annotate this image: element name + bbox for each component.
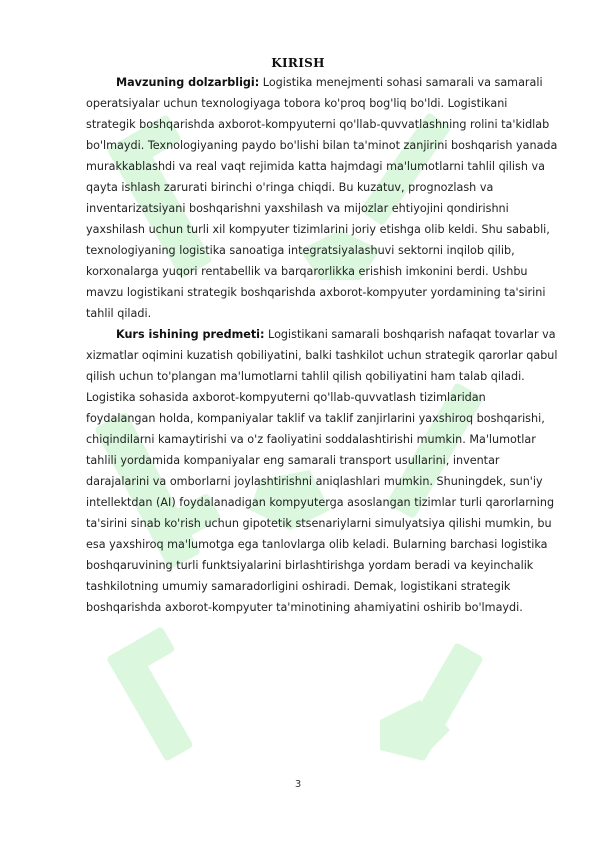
paragraph-text-subject: Logistikani samarali boshqarish nafaqat tovarlar va xizmatlar oqimini kuzatish qobiliyatini, balki tashkilot uchun strategik qarorlar qabul qilish uchun to'plangan ma'lumotlarni tahlil qilish qobiliyatini ham talab qiladi. Logistika sohasida axborot-kompyuterni qo'llab-quvvatlash tizimlaridan foydalangan holda, kompaniyalar taklif va taklif zanjirlarini yaxshiroq boshqarishi, chiqindilarni kamaytirishi va o'z faoliyatini soddalashtirishi mumkin. Ma'lumotlar tahlili yordamida kompaniyalar eng samarali transport usullarini, inventar darajalarini va omborlarni joylashtirishni aniqlashlari mumkin. Shuningdek, sun'iy intellektdan (AI) foydalanadigan kompyuterga asoslangan tizimlar turli qarorlarning ta'sirini sinab ko'rish uchun gipotetik stsenariylarni simulyatsiya qilishi mumkin, bu esa yaxshiroq ma'lumotga ega tanlovlarga olib keladi. Bularning barchasi logistika boshqaruvining turli funktsiyalarini birlashtirishga yordam beradi va keyinchalik tashkilotning umumiy samaradorligini oshiradi. Demak, logistikani strategik boshqarishda axborot-kompyuter ta'minotining ahamiyatini oshirib bo'lmaydi. xyxy=(86,328,558,614)
paragraph-heading-subject: Kurs ishining predmeti: xyxy=(116,328,265,341)
page-title: KIRISH xyxy=(271,56,325,70)
paragraph-heading-relevance: Mavzuning dolzarbligi: xyxy=(116,76,260,89)
paragraph-subject xyxy=(86,324,558,618)
paragraph-text-relevance: Logistika menejmenti sohasi samarali va samarali operatsiyalar uchun texnologiyaga tobora ko'proq bog'liq bo'ldi. Logistikani strategik boshqarishda axborot-kompyuterni qo'llab-quvvatlashning rolini ta'kidlab bo'lmaydi. Texnologiyaning paydo bo'lishi bilan ta'minot zanjirini boshqarish yanada murakkablashdi va real vaqt rejimida katta hajmdagi ma'lumotlarni tahlil qilish va qayta ishlash zarurati birinchi o'ringa chiqdi. Bu kuzatuv, prognozlash va inventarizatsiyani boshqarishni yaxshilash va mijozlar ehtiyojini qondirishni yaxshilash uchun turli xil kompyuter tizimlarini joriy etishga olib keldi. Shu sababli, texnologiyaning logistika sanoatiga integratsiyalashuvi sektorni inqilob qilib, korxonalarga yuqori rentabellik va barqarorlikka erishish imkonini berdi. Ushbu mavzu logistikani strategik boshqarishda axborot-kompyuter yordamining ta'sirini tahlil qiladi. xyxy=(86,76,558,320)
paragraph-relevance xyxy=(86,72,558,324)
document-body xyxy=(86,72,558,618)
page-number: 3 xyxy=(294,779,302,790)
